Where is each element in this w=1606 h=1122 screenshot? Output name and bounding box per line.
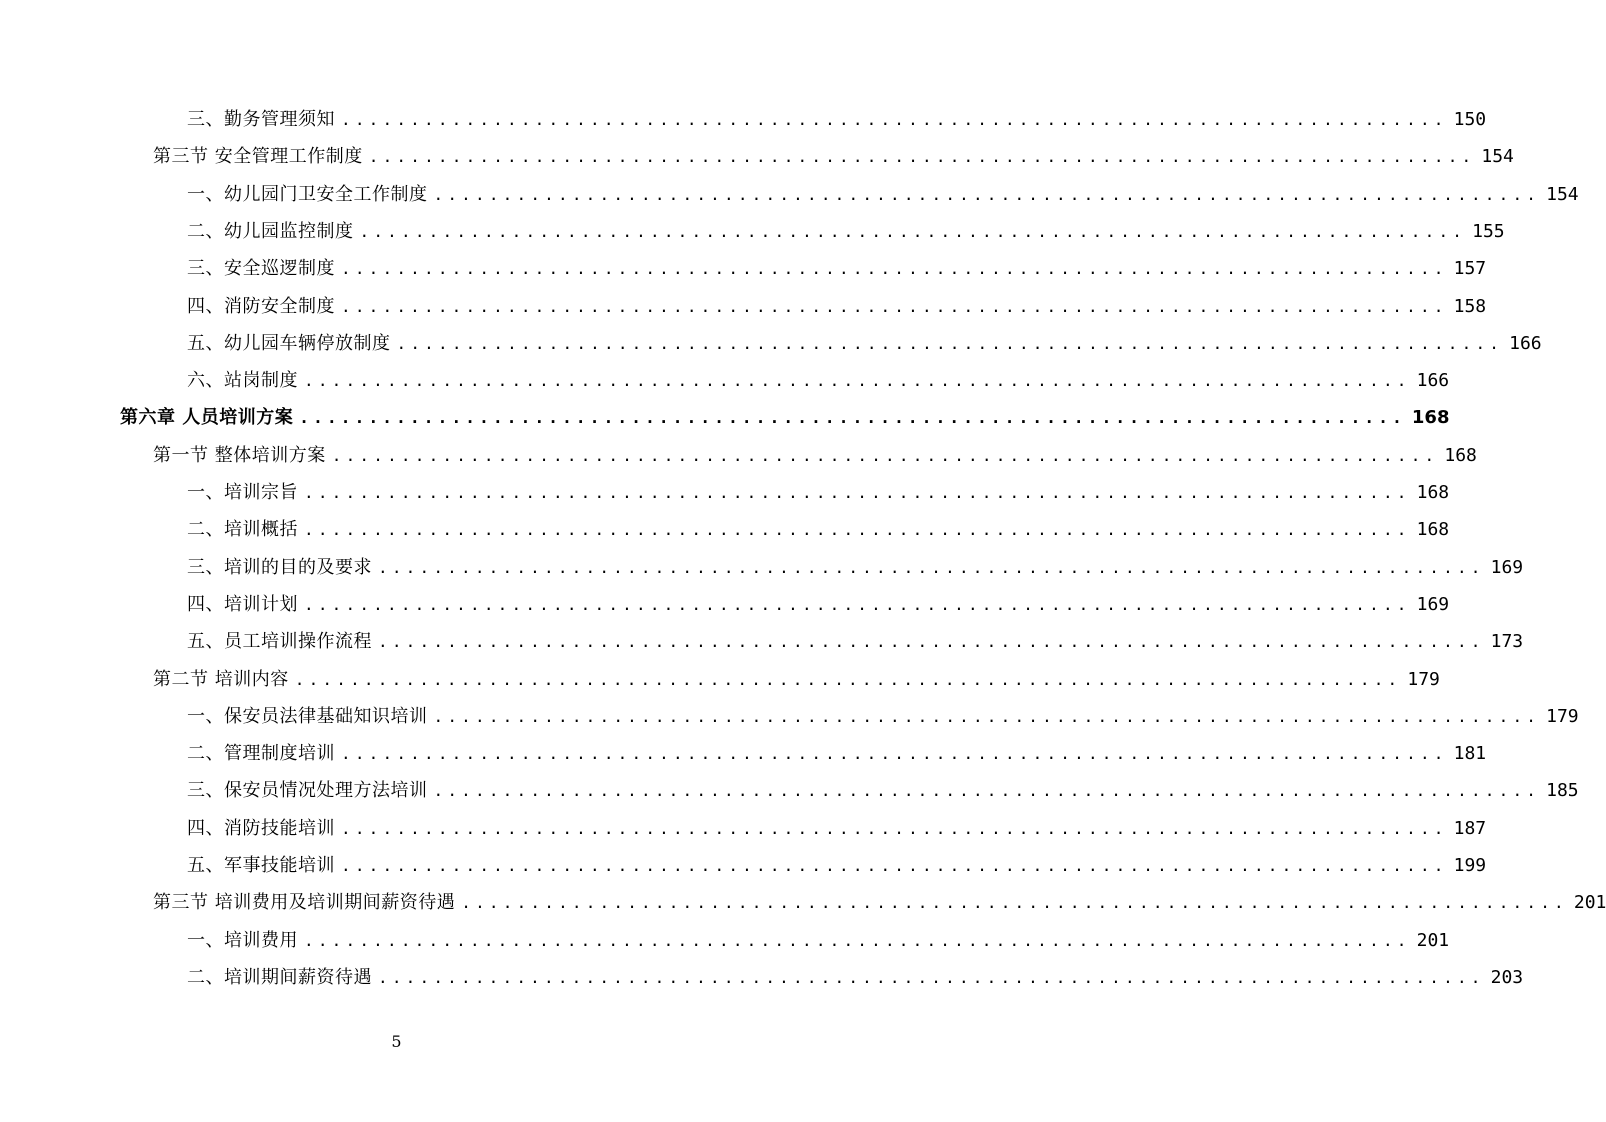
toc-entry[interactable]	[187, 772, 1579, 809]
toc-entry-title: 五、幼儿园车辆停放制度	[187, 332, 391, 354]
toc-entry-page: 179	[1546, 705, 1579, 727]
toc-entry-page: 166	[1416, 370, 1450, 392]
toc-dot-leader: ................................................................................	[359, 221, 1467, 241]
toc-entry[interactable]	[187, 847, 1487, 884]
toc-entry[interactable]	[153, 437, 1477, 474]
toc-dot-leader: ................................................................................	[304, 520, 1411, 540]
toc-entry-page: 201	[1416, 929, 1450, 951]
toc-dot-leader: ................................................................................	[299, 408, 1406, 428]
toc-dot-leader: ................................................................................	[341, 744, 1448, 764]
toc-dot-leader: ................................................................................	[341, 259, 1448, 279]
toc-dot-leader: ................................................................................	[433, 781, 1541, 801]
toc-entry[interactable]	[187, 698, 1579, 735]
toc-entry-title: 一、培训费用	[187, 929, 298, 951]
toc-entry-title: 一、幼儿园门卫安全工作制度	[187, 183, 428, 205]
toc-entry-page: 154	[1481, 146, 1514, 168]
toc-entry[interactable]	[187, 922, 1450, 959]
toc-dot-leader: ................................................................................	[341, 296, 1448, 316]
toc-dot-leader: ................................................................................	[304, 930, 1411, 950]
page-number: 5	[391, 1032, 402, 1051]
toc-entry[interactable]	[187, 623, 1524, 660]
toc-entry-title: 第三节 培训费用及培训期间薪资待遇	[153, 892, 456, 914]
toc-entry[interactable]	[187, 288, 1487, 325]
toc-entry-page: 150	[1453, 109, 1487, 130]
toc-entry-title: 第一节 整体培训方案	[153, 444, 326, 466]
toc-entry-title: 二、管理制度培训	[187, 743, 335, 765]
toc-dot-leader: ................................................................................	[368, 147, 1476, 167]
toc-entry-title: 三、培训的目的及要求	[187, 556, 372, 578]
toc-entry[interactable]	[187, 362, 1450, 399]
toc-dot-leader: ................................................................................	[341, 110, 1448, 129]
toc-dot-leader: ................................................................................	[304, 371, 1411, 391]
toc-entry-page: 158	[1453, 295, 1487, 317]
toc-entry[interactable]	[187, 474, 1450, 511]
toc-entry-title: 六、站岗制度	[187, 370, 298, 392]
toc-dot-leader: ................................................................................	[378, 557, 1485, 577]
toc-entry-title: 二、培训期间薪资待遇	[187, 966, 372, 988]
toc-entry-page: 187	[1453, 817, 1487, 839]
toc-entry-page: 169	[1416, 593, 1450, 615]
toc-entry-page: 181	[1453, 743, 1487, 765]
toc-entry-title: 一、保安员法律基础知识培训	[187, 705, 428, 727]
toc-entry-page: 199	[1453, 855, 1487, 876]
toc-entry-page: 154	[1546, 183, 1579, 205]
toc-entry-page: 173	[1490, 631, 1524, 653]
toc-entry[interactable]	[153, 884, 1606, 921]
toc-entry-title: 二、幼儿园监控制度	[187, 220, 354, 242]
toc-dot-leader: ................................................................................	[341, 818, 1448, 838]
toc-entry-title: 三、安全巡逻制度	[187, 258, 335, 280]
toc-entry-page: 185	[1546, 780, 1579, 802]
toc-entry[interactable]	[187, 959, 1524, 996]
toc-entry-title: 四、培训计划	[187, 593, 298, 615]
toc-entry[interactable]	[120, 399, 1450, 436]
toc-entry[interactable]	[187, 810, 1487, 847]
toc-entry-page: 201	[1573, 892, 1606, 914]
toc-entry[interactable]	[153, 661, 1440, 698]
toc-dot-leader: ................................................................................	[433, 706, 1541, 726]
toc-entry-page: 166	[1509, 332, 1542, 354]
toc-entry[interactable]	[187, 325, 1542, 362]
toc-entry-title: 第二节 培训内容	[153, 668, 289, 690]
toc-entry-title: 三、勤务管理须知	[187, 109, 335, 130]
toc-entry-title: 五、军事技能培训	[187, 855, 335, 876]
toc-dot-leader: ................................................................................	[378, 967, 1485, 987]
toc-entry-page: 168	[1416, 519, 1450, 541]
toc-entry-page: 179	[1407, 668, 1440, 690]
toc-entry-page: 203	[1490, 966, 1524, 988]
toc-dot-leader: ................................................................................	[378, 632, 1485, 652]
toc-dot-leader: ................................................................................	[304, 594, 1411, 614]
toc-entry-page: 157	[1453, 258, 1487, 280]
toc-entry-page: 155	[1472, 220, 1505, 242]
toc-entry[interactable]	[187, 101, 1487, 138]
toc-dot-leader: ................................................................................	[304, 483, 1411, 502]
toc-entry-title: 四、消防安全制度	[187, 295, 335, 317]
toc-entry-page: 168	[1416, 482, 1450, 503]
toc-entry[interactable]	[153, 138, 1514, 175]
toc-dot-leader: ................................................................................	[396, 333, 1504, 353]
toc-entry-title: 一、培训宗旨	[187, 482, 298, 503]
toc-entry-title: 二、培训概括	[187, 519, 298, 541]
toc-entry[interactable]	[187, 549, 1524, 586]
toc-entry-title: 五、员工培训操作流程	[187, 631, 372, 653]
toc-entry[interactable]	[187, 511, 1450, 548]
toc-entry[interactable]	[187, 250, 1487, 287]
toc-dot-leader: ................................................................................	[461, 893, 1568, 913]
toc-entry-title: 第六章 人员培训方案	[120, 407, 294, 429]
toc-entry-title: 三、保安员情况处理方法培训	[187, 780, 428, 802]
toc-dot-leader: ................................................................................	[341, 856, 1448, 875]
toc-dot-leader: ................................................................................	[331, 445, 1439, 465]
toc-entry[interactable]	[187, 735, 1487, 772]
toc-entry-page: 168	[1444, 444, 1477, 466]
toc-dot-leader: ................................................................................	[294, 669, 1402, 689]
toc-entry[interactable]	[187, 176, 1579, 213]
toc-entry-page: 168	[1411, 407, 1450, 429]
toc-entry-page: 169	[1490, 556, 1524, 578]
toc-entry-title: 第三节 安全管理工作制度	[153, 146, 363, 168]
toc-entry-title: 四、消防技能培训	[187, 817, 335, 839]
toc-entry[interactable]	[187, 213, 1505, 250]
toc-dot-leader: ................................................................................	[433, 184, 1541, 204]
toc-entry[interactable]	[187, 586, 1450, 623]
